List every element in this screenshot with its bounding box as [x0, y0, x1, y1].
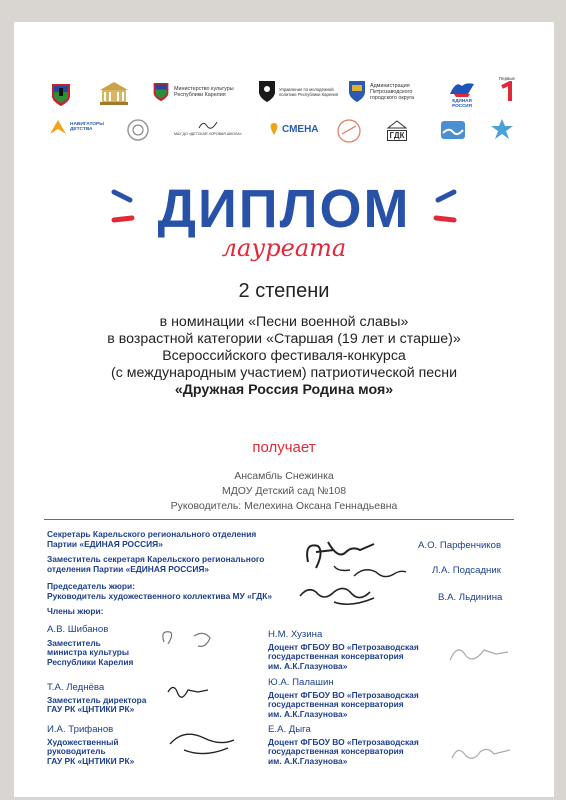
- smena-text: СМЕНА: [282, 123, 319, 135]
- round-emblem-logo: [126, 118, 150, 142]
- receives-label: получает: [252, 439, 316, 456]
- nomination-line: в номинации «Песни военной славы»: [159, 314, 409, 330]
- jury-member-position: Заместитель министра культуры Республики Карелия: [47, 638, 134, 667]
- signatory-name: А.О. Парфенчиков: [418, 540, 502, 551]
- jury-member-name: А.В. Шибанов: [47, 624, 109, 635]
- signatory-name: В.А. Льдинина: [438, 592, 503, 603]
- karelia-coat-of-arms-logo: [50, 82, 72, 108]
- nomination-line: (с международным участием) патриотической песни: [110, 365, 457, 381]
- star-logo: [490, 118, 514, 140]
- diploma-page: [14, 22, 554, 797]
- first-movement-logo: [498, 76, 516, 103]
- choir-school-text: МАУ ДО «ДЕТСКАЯ ХОРОВАЯ ШКОЛА»: [174, 132, 242, 136]
- diploma-degree: 2 степени: [238, 280, 330, 302]
- recipient-org: МДОУ Детский сад №108: [221, 485, 347, 497]
- recipient-leader: Руководитель: Мелехина Оксана Геннадьевна: [170, 500, 398, 512]
- first-movement-text: Первые: [499, 76, 515, 81]
- petrozavodsk-admin-text: Администрация Петрозаводского городского округа: [370, 83, 415, 101]
- ministry-culture-logo: [152, 80, 234, 104]
- recipient-block: [14, 469, 554, 514]
- theater-building-logo: [96, 78, 132, 110]
- navigators-logo: [48, 118, 104, 136]
- circle-swirl-logo: [336, 118, 362, 144]
- jury-member-position: Заместитель директора ГАУ РК «ЦНТИКИ РК»: [47, 695, 147, 715]
- united-russia-text: ЕДИНАЯ РОССИЯ: [452, 98, 472, 108]
- jury-member-name: Т.А. Леднёва: [47, 682, 105, 693]
- youth-dept-text: Управление по молодёжной политике Республики Карелия: [279, 87, 339, 97]
- navigators-text: НАВИГАТОРЫ ДЕТСТВА: [70, 121, 104, 132]
- smena-logo: [268, 122, 319, 136]
- jury-signature: [164, 678, 224, 706]
- united-russia-logo: [448, 78, 476, 108]
- recipient-name: Ансамбль Снежинка: [234, 470, 334, 482]
- jury-member-position: Доцент ФГБОУ ВО «Петрозаводская государственная консерватория им. А.К.Глазунова»: [268, 690, 419, 719]
- jury-signature: [154, 622, 234, 662]
- gdk-logo: [386, 120, 408, 141]
- jury-label: Члены жюри:: [47, 606, 104, 616]
- signatures-cluster: [294, 522, 414, 612]
- festival-name: «Дружная Россия Родина моя»: [174, 382, 394, 398]
- ministry-culture-text: Министерство культуры Республики Карелия: [174, 86, 234, 98]
- nomination-line: Всероссийского фестиваля-конкурса: [162, 348, 406, 364]
- choir-school-logo: [174, 118, 242, 137]
- nomination-line: в возрастной категории «Старшая (19 лет и старше)»: [107, 331, 461, 347]
- signatory-position: Заместитель секретаря Карельского регионального отделения Партии «ЕДИНАЯ РОССИЯ»: [47, 554, 265, 574]
- petrozavodsk-admin-logo: [348, 80, 414, 104]
- jury-member-position: Доцент ФГБОУ ВО «Петрозаводская государственная консерватория им. А.К.Глазунова»: [268, 642, 419, 671]
- jury-member-name: Н.М. Хузина: [268, 629, 323, 640]
- jury-member-name: Е.А. Дыга: [268, 724, 311, 735]
- jury-member-name: И.А. Трифанов: [47, 724, 114, 735]
- jury-signature: [444, 634, 514, 670]
- jury-signature: [164, 724, 244, 760]
- diploma-title: ДИПЛОМ: [157, 179, 411, 239]
- wave-logo: [440, 120, 466, 140]
- nomination-block: [14, 314, 554, 399]
- jury-member-name: Ю.А. Палашин: [268, 677, 334, 688]
- gdk-text: ГДК: [387, 130, 408, 141]
- signatory-position: Секретарь Карельского регионального отделения Партии «ЕДИНАЯ РОССИЯ»: [47, 529, 257, 549]
- signatory-name: Л.А. Подсадник: [432, 565, 501, 576]
- diploma-subtitle: лауреата: [221, 234, 347, 262]
- divider-line: [44, 519, 514, 520]
- jury-signature: [446, 734, 516, 768]
- jury-member-position: Доцент ФГБОУ ВО «Петрозаводская государственная консерватория им. А.К.Глазунова»: [268, 737, 419, 766]
- youth-dept-logo: [258, 80, 345, 104]
- signatory-position: Председатель жюри: Руководитель художественного коллектива МУ «ГДК»: [47, 581, 273, 601]
- jury-member-position: Художественный руководитель ГАУ РК «ЦНТИКИ РК»: [47, 737, 135, 766]
